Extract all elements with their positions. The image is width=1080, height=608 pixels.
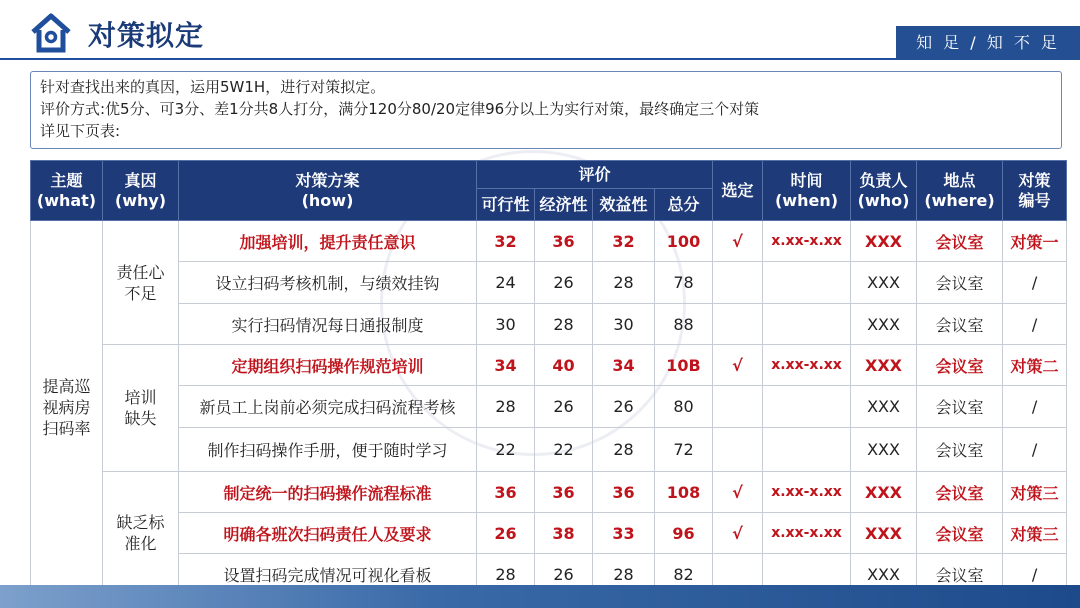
selected-cell	[713, 262, 763, 304]
benefit-cell: 28	[593, 554, 655, 595]
page-title: 对策拟定	[88, 19, 205, 52]
code-cell: /	[1003, 386, 1067, 428]
intro-line-1: 针对查找出来的真因，运用5W1H，进行对策拟定。	[40, 78, 386, 96]
total-cell: 78	[655, 262, 713, 304]
time-cell: x.xx-x.xx	[763, 472, 851, 513]
plan-cell: 设立扫码考核机制，与绩效挂钩	[179, 262, 477, 304]
place-cell: 会议室	[917, 262, 1003, 304]
feasibility-cell: 36	[477, 472, 535, 513]
place-cell: 会议室	[917, 472, 1003, 513]
place-cell: 会议室	[917, 386, 1003, 428]
owner-cell: XXX	[851, 345, 917, 386]
code-cell: /	[1003, 554, 1067, 595]
header-selected: 选定	[713, 161, 763, 221]
selected-cell: √	[713, 513, 763, 554]
benefit-cell: 36	[593, 472, 655, 513]
owner-cell: XXX	[851, 221, 917, 262]
owner-cell: XXX	[851, 262, 917, 304]
home-icon	[30, 12, 72, 54]
owner-cell: XXX	[851, 428, 917, 472]
owner-cell: XXX	[851, 304, 917, 345]
header-feasibility: 可行性	[477, 189, 535, 221]
economy-cell: 26	[535, 262, 593, 304]
total-cell: 96	[655, 513, 713, 554]
feasibility-cell: 34	[477, 345, 535, 386]
total-cell: 72	[655, 428, 713, 472]
feasibility-cell: 32	[477, 221, 535, 262]
table-row	[31, 262, 1067, 304]
feasibility-cell: 26	[477, 513, 535, 554]
benefit-cell: 28	[593, 428, 655, 472]
intro-line-2: 评价方式:优5分、可3分、差1分共8人打分，满分120分80/20定律96分以上为实行对策，最终确定三个对策	[40, 100, 760, 118]
owner-cell: XXX	[851, 513, 917, 554]
owner-cell: XXX	[851, 554, 917, 595]
table-row	[31, 428, 1067, 472]
benefit-cell: 34	[593, 345, 655, 386]
code-cell: 对策一	[1003, 221, 1067, 262]
total-cell: 10B	[655, 345, 713, 386]
cause-cell: 责任心 不足	[103, 221, 179, 345]
header-economy: 经济性	[535, 189, 593, 221]
place-cell: 会议室	[917, 345, 1003, 386]
place-cell: 会议室	[917, 554, 1003, 595]
header-place: 地点 (where)	[917, 161, 1003, 221]
table-row	[31, 386, 1067, 428]
benefit-cell: 26	[593, 386, 655, 428]
owner-cell: XXX	[851, 472, 917, 513]
theme-cell: 提高巡 视病房 扫码率	[31, 221, 103, 595]
title-bar	[0, 0, 1080, 62]
header-benefit: 效益性	[593, 189, 655, 221]
time-cell	[763, 304, 851, 345]
header-owner: 负责人 (who)	[851, 161, 917, 221]
header-theme: 主题 (what)	[31, 161, 103, 221]
economy-cell: 22	[535, 428, 593, 472]
header-plan: 对策方案 (how)	[179, 161, 477, 221]
code-cell: 对策三	[1003, 472, 1067, 513]
plan-cell: 定期组织扫码操作规范培训	[179, 345, 477, 386]
table-row	[31, 345, 1067, 386]
code-cell: /	[1003, 304, 1067, 345]
economy-cell: 26	[535, 554, 593, 595]
economy-cell: 40	[535, 345, 593, 386]
place-cell: 会议室	[917, 304, 1003, 345]
economy-cell: 38	[535, 513, 593, 554]
economy-cell: 26	[535, 386, 593, 428]
code-cell: 对策三	[1003, 513, 1067, 554]
place-cell: 会议室	[917, 221, 1003, 262]
cause-cell: 缺乏标 准化	[103, 472, 179, 595]
code-cell: 对策二	[1003, 345, 1067, 386]
selected-cell: √	[713, 221, 763, 262]
place-cell: 会议室	[917, 428, 1003, 472]
header-total: 总分	[655, 189, 713, 221]
total-cell: 80	[655, 386, 713, 428]
total-cell: 100	[655, 221, 713, 262]
owner-cell: XXX	[851, 386, 917, 428]
plan-cell: 加强培训，提升责任意识	[179, 221, 477, 262]
place-cell: 会议室	[917, 513, 1003, 554]
feasibility-cell: 28	[477, 554, 535, 595]
total-cell: 82	[655, 554, 713, 595]
code-cell: /	[1003, 428, 1067, 472]
time-cell	[763, 262, 851, 304]
time-cell: x.xx-x.xx	[763, 221, 851, 262]
header-eval: 评价	[477, 161, 713, 189]
selected-cell	[713, 386, 763, 428]
selected-cell	[713, 304, 763, 345]
table-body	[31, 221, 1067, 595]
cause-cell: 培训 缺失	[103, 345, 179, 472]
code-cell: /	[1003, 262, 1067, 304]
table-row	[31, 304, 1067, 345]
selected-cell: √	[713, 345, 763, 386]
time-cell	[763, 386, 851, 428]
plan-cell: 明确各班次扫码责任人及要求	[179, 513, 477, 554]
selected-cell: √	[713, 472, 763, 513]
plan-cell: 制作扫码操作手册，便于随时学习	[179, 428, 477, 472]
total-cell: 88	[655, 304, 713, 345]
bottom-band	[0, 585, 1080, 608]
feasibility-cell: 24	[477, 262, 535, 304]
economy-cell: 36	[535, 472, 593, 513]
header-cause: 真因 (why)	[103, 161, 179, 221]
total-cell: 108	[655, 472, 713, 513]
benefit-cell: 33	[593, 513, 655, 554]
table-row	[31, 221, 1067, 262]
slogan-badge: 知 足 / 知 不 足	[896, 26, 1080, 60]
time-cell: x.xx-x.xx	[763, 513, 851, 554]
table-row	[31, 472, 1067, 513]
benefit-cell: 30	[593, 304, 655, 345]
feasibility-cell: 28	[477, 386, 535, 428]
economy-cell: 28	[535, 304, 593, 345]
time-cell	[763, 428, 851, 472]
header-time: 时间 (when)	[763, 161, 851, 221]
countermeasure-table	[30, 160, 1067, 595]
feasibility-cell: 30	[477, 304, 535, 345]
benefit-cell: 32	[593, 221, 655, 262]
selected-cell	[713, 428, 763, 472]
intro-line-3: 详见下页表:	[40, 122, 121, 140]
plan-cell: 设置扫码完成情况可视化看板	[179, 554, 477, 595]
intro-box	[30, 71, 1062, 149]
time-cell: x.xx-x.xx	[763, 345, 851, 386]
header-code: 对策 编号	[1003, 161, 1067, 221]
benefit-cell: 28	[593, 262, 655, 304]
plan-cell: 制定统一的扫码操作流程标准	[179, 472, 477, 513]
plan-cell: 新员工上岗前必须完成扫码流程考核	[179, 386, 477, 428]
feasibility-cell: 22	[477, 428, 535, 472]
plan-cell: 实行扫码情况每日通报制度	[179, 304, 477, 345]
economy-cell: 36	[535, 221, 593, 262]
table-row	[31, 513, 1067, 554]
